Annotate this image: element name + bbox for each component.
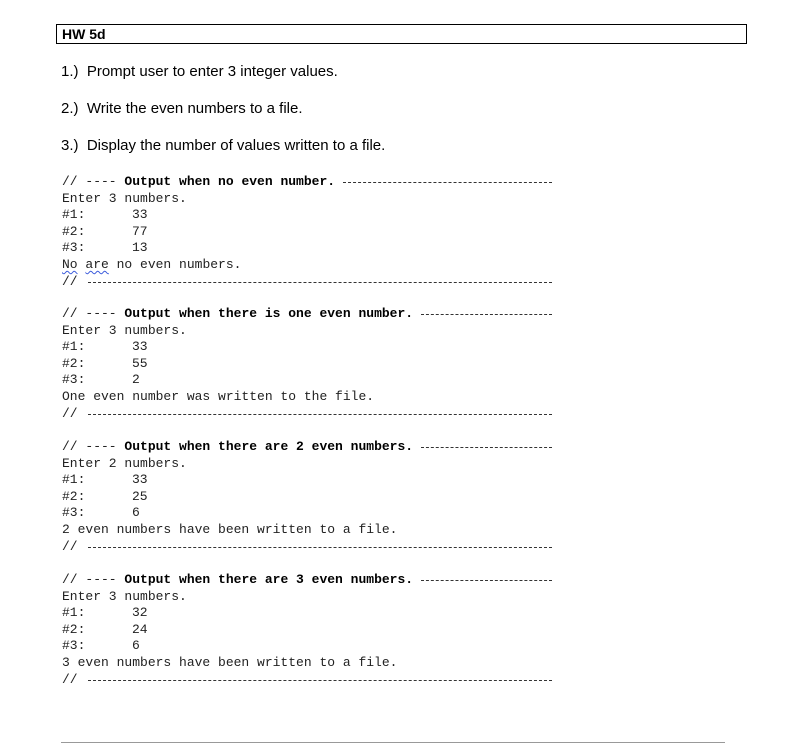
input-value: 25 (132, 488, 148, 504)
input-value: 13 (132, 240, 148, 256)
input-label: #3: (62, 638, 86, 654)
input-value: 33 (132, 207, 148, 223)
footer-prefix: // (62, 671, 78, 687)
dash-divider (88, 282, 552, 283)
output-block-three-even (62, 572, 552, 688)
input-value: 55 (132, 355, 148, 371)
prompt-line: Enter 2 numbers. (62, 455, 187, 471)
input-label: #3: (62, 505, 86, 521)
dash-divider (343, 182, 552, 183)
comment-prefix: // ---- (62, 306, 117, 321)
dash-divider (421, 314, 552, 315)
prompt-line: Enter 3 numbers. (62, 190, 187, 206)
input-value: 33 (132, 339, 148, 355)
step-1: 1.) Prompt user to enter 3 integer values. (61, 63, 338, 80)
spellcheck-word: No (62, 256, 78, 272)
output-block-one-even (62, 306, 552, 422)
block-header (62, 174, 552, 191)
input-row (62, 505, 552, 522)
dash-divider (88, 680, 552, 681)
result-line (62, 257, 552, 274)
block-footer (62, 672, 552, 689)
input-value: 24 (132, 621, 148, 637)
input-row (62, 472, 552, 489)
input-label: #2: (62, 223, 86, 239)
input-label: #2: (62, 355, 86, 371)
document-title: HW 5d (56, 24, 747, 44)
input-label: #3: (62, 372, 86, 388)
result-line: 2 even numbers have been written to a file. (62, 521, 398, 537)
result-text: no even numbers. (108, 256, 242, 272)
input-value: 33 (132, 472, 148, 488)
dash-divider (88, 414, 552, 415)
input-row (62, 605, 552, 622)
input-row (62, 638, 552, 655)
input-label: #2: (62, 621, 86, 637)
block-header-text: Output when there is one even number. (124, 306, 414, 321)
input-label: #2: (62, 488, 86, 504)
step-3: 3.) Display the number of values written to a file. (61, 137, 386, 154)
block-header-text: Output when there are 2 even numbers. (124, 439, 414, 454)
comment-prefix: // ---- (62, 439, 117, 454)
comment-prefix: // ---- (62, 572, 117, 587)
input-row (62, 372, 552, 389)
input-label: #1: (62, 472, 86, 488)
block-header (62, 306, 552, 323)
input-row (62, 240, 552, 257)
input-value: 6 (132, 638, 140, 654)
page-bottom-rule (61, 742, 725, 743)
prompt-line: Enter 3 numbers. (62, 588, 187, 604)
input-value: 32 (132, 605, 148, 621)
input-row (62, 207, 552, 224)
block-footer (62, 539, 552, 556)
input-value: 6 (132, 505, 140, 521)
input-row (62, 489, 552, 506)
dash-divider (421, 447, 552, 448)
dash-divider (421, 580, 552, 581)
footer-prefix: // (62, 273, 78, 289)
output-block-no-even (62, 174, 552, 290)
block-footer (62, 406, 552, 423)
dash-divider (88, 547, 552, 548)
output-block-two-even (62, 439, 552, 555)
result-line: 3 even numbers have been written to a file. (62, 654, 398, 670)
block-header-text: Output when there are 3 even numbers. (124, 572, 414, 587)
footer-prefix: // (62, 405, 78, 421)
input-value: 2 (132, 372, 140, 388)
input-row (62, 622, 552, 639)
input-row (62, 339, 552, 356)
block-header-text: Output when no even number. (124, 174, 336, 189)
input-label: #1: (62, 605, 86, 621)
comment-prefix: // ---- (62, 174, 117, 189)
block-header (62, 439, 552, 456)
block-footer (62, 274, 552, 291)
spellcheck-word: are (85, 256, 109, 272)
input-label: #3: (62, 240, 86, 256)
input-row (62, 356, 552, 373)
result-line: One even number was written to the file. (62, 388, 375, 404)
input-label: #1: (62, 207, 86, 223)
block-header (62, 572, 552, 589)
prompt-line: Enter 3 numbers. (62, 322, 187, 338)
step-2: 2.) Write the even numbers to a file. (61, 100, 303, 117)
input-row (62, 224, 552, 241)
footer-prefix: // (62, 538, 78, 554)
input-value: 77 (132, 223, 148, 239)
input-label: #1: (62, 339, 86, 355)
